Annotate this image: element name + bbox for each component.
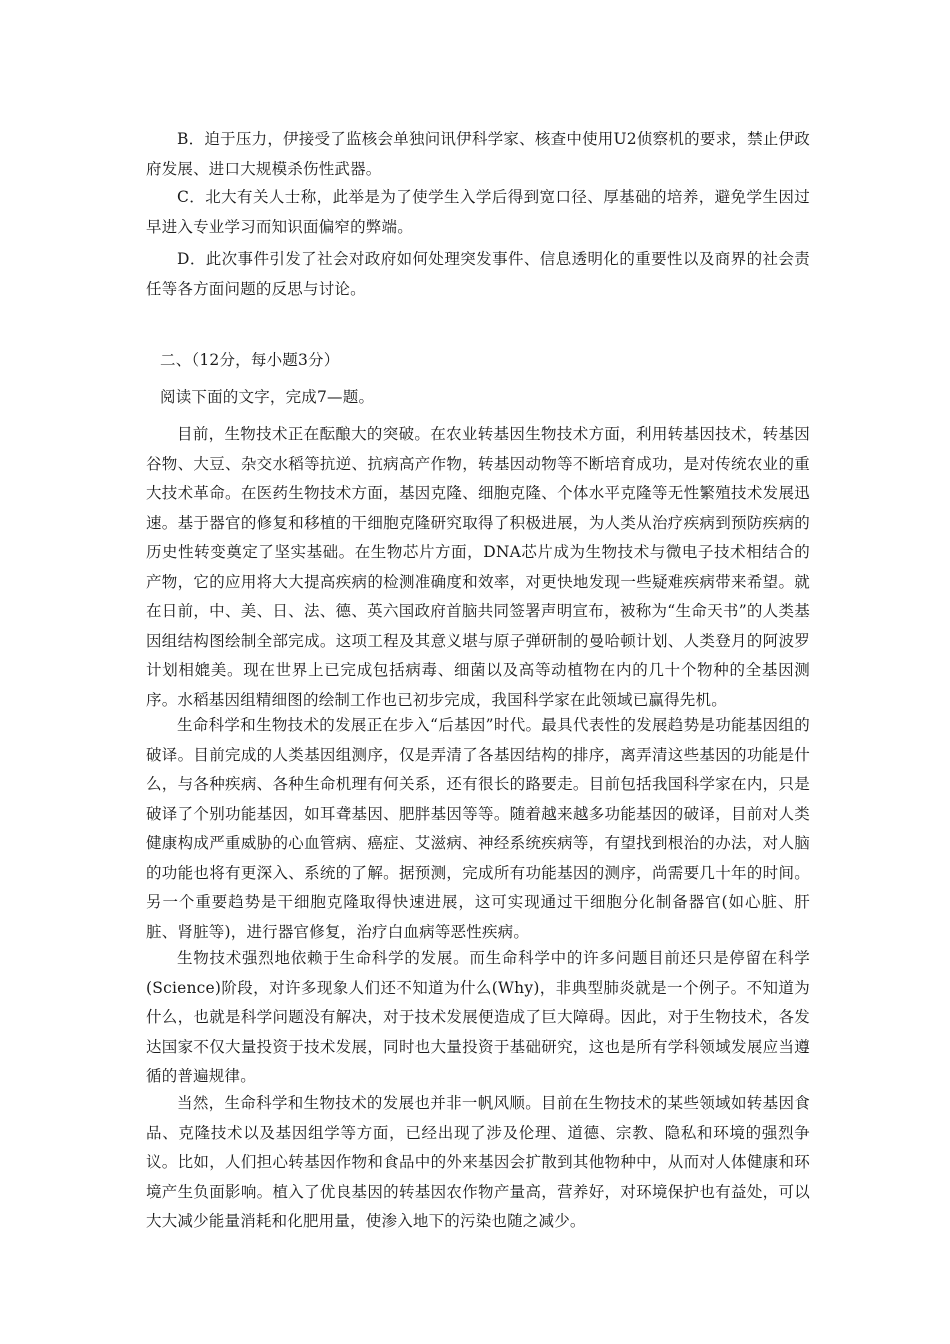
section-instruction: 阅读下面的文字，完成7—题。 bbox=[160, 388, 375, 406]
article-paragraph-2: 生命科学和生物技术的发展正在步入“后基因”时代。最具代表性的发展趋势是功能基因组的破译。目前完成的人类基因组测序，仅是弄清了各基因结构的排序，离弄清这些基因的功能是什么，与各种疾病、各种生命机理有何关系，还有很长的路要走。目前包括我国科学家在内，只是破译了个别功能基因，如耳聋基因、肥胖基因等等。随着越来越多功能基因的破译，目前对人类健康构成严重威胁的心血管病、癌症、艾滋病、神经系统疾病等，有望找到根治的办法，对人脑的功能也将有更深入、系统的了解。据预测，完成所有功能基因的测序，尚需要几十年的时间。另一个重要趋势是干细胞克隆取得快速进展，这可实现通过干细胞分化制备器官(如心脏、肝脏、肾脏等)，进行器官修复，治疗白血病等恶性疾病。 bbox=[146, 716, 810, 941]
article-paragraph-1: 目前，生物技术正在酝酿大的突破。在农业转基因生物技术方面，利用转基因技术，转基因谷物、大豆、杂交水稻等抗逆、抗病高产作物，转基因动物等不断培育成功，是对传统农业的重大技术革命。在医药生物技术方面，基因克隆、细胞克隆、个体水平克隆等无性繁殖技术发展迅速。基于器官的修复和移植的干细胞克隆研究取得了积极进展，为人类从治疗疾病到预防疾病的历史性转变奠定了坚实基础。在生物芯片方面，DNA芯片成为生物技术与微电子技术相结合的产物，它的应用将大大提高疾病的检测准确度和效率，对更快地发现一些疑难疾病带来希望。就在日前，中、美、日、法、德、英六国政府首脑共同签署声明宣布，被称为“生命天书”的人类基因组结构图绘制全部完成。这项工程及其意义堪与原子弹研制的曼哈顿计划、人类登月的阿波罗计划相媲美。现在世界上已完成包括病毒、细菌以及高等动植物在内的几十个物种的全基因测序。水稻基因组精细图的绘制工作也已初步完成，我国科学家在此领域已赢得先机。 bbox=[146, 425, 810, 709]
option-c: C．北大有关人士称，此举是为了使学生入学后得到宽口径、厚基础的培养，避免学生因过早进入专业学习而知识面偏窄的弊端。 bbox=[146, 188, 810, 236]
section-heading: 二、（12分，每小题3分） bbox=[160, 351, 340, 369]
option-b: B．迫于压力，伊接受了监核会单独问讯伊科学家、核查中使用U2侦察机的要求，禁止伊政府发展、进口大规模杀伤性武器。 bbox=[146, 130, 810, 178]
article-paragraph-4: 当然，生命科学和生物技术的发展也并非一帆风顺。目前在生物技术的某些领域如转基因食品、克隆技术以及基因组学等方面，已经出现了涉及伦理、道德、宗教、隐私和环境的强烈争议。比如，人们担心转基因作物和食品中的外来基因会扩散到其他物种中，从而对人体健康和环境产生负面影响。植入了优良基因的转基因农作物产量高，营养好，对环境保护也有益处，可以大大减少能量消耗和化肥用量，使渗入地下的污染也随之减少。 bbox=[146, 1094, 810, 1230]
article-paragraph-3: 生物技术强烈地依赖于生命科学的发展。而生命科学中的许多问题目前还只是停留在科学(Science)阶段，对许多现象人们还不知道为什么(Why)，非典型肺炎就是一个例子。不知道为什么，也就是科学问题没有解决，对于技术发展便造成了巨大障碍。因此，对于生物技术，各发达国家不仅大量投资于技术发展，同时也大量投资于基础研究，这也是所有学科领域发展应当遵循的普遍规律。 bbox=[146, 949, 810, 1085]
option-d: D．此次事件引发了社会对政府如何处理突发事件、信息透明化的重要性以及商界的社会责任等各方面问题的反思与讨论。 bbox=[146, 250, 810, 298]
